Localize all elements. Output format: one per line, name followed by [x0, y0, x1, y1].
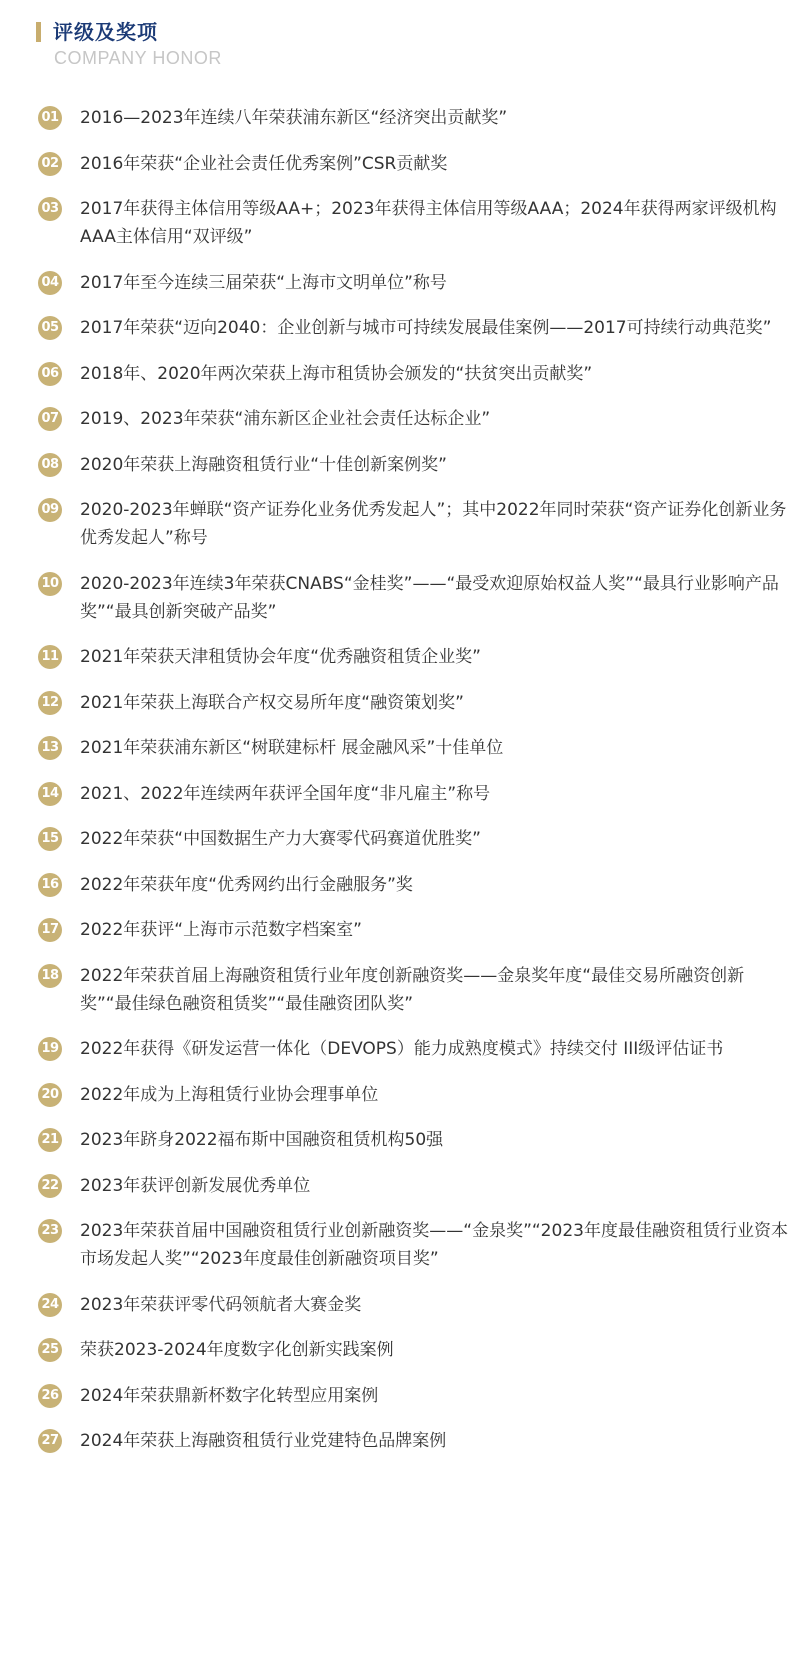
honor-text: 2022年成为上海租赁行业协会理事单位: [80, 1084, 379, 1105]
honor-text: 2018年、2020年两次荣获上海市租赁协会颁发的“扶贫突出贡献奖”: [80, 363, 593, 384]
item-number-badge: 15: [38, 827, 62, 851]
honor-list-item: [38, 871, 788, 899]
honor-text: 2022年获评“上海市示范数字档案室”: [80, 920, 362, 940]
honor-list-item: [38, 360, 788, 388]
honor-list-item: [38, 496, 788, 552]
item-number-badge: 05: [38, 316, 62, 340]
page-title: 评级及奖项: [53, 20, 158, 44]
honor-text: 2023年荣获首届中国融资租赁行业创新融资奖——“金泉奖”“2023年度最佳融资租赁行业资本市场发起人奖”“2023年度最佳创新融资项目奖”: [80, 1221, 788, 1269]
item-number-badge: 04: [38, 271, 62, 295]
honor-list-item: [38, 1336, 788, 1364]
honor-text: 2019、2023年荣获“浦东新区企业社会责任达标企业”: [80, 409, 491, 429]
honor-text: 2022年荣获首届上海融资租赁行业年度创新融资奖——金泉奖年度“最佳交易所融资创新奖”“最佳绿色融资租赁奖”“最佳融资团队奖”: [80, 965, 745, 1014]
honor-text: 荣获2023-2024年度数字化创新实践案例: [80, 1340, 394, 1360]
honor-list-item: [38, 689, 788, 717]
item-number-badge: 06: [38, 362, 62, 386]
item-number-badge: 09: [38, 498, 62, 522]
honor-list-item: [38, 780, 788, 808]
honor-list-item: [38, 269, 788, 297]
honor-list-item: [38, 195, 788, 251]
title-row: [36, 18, 222, 46]
honor-text: 2017年荣获“迈向2040：企业创新与城市可持续发展最佳案例——2017可持续行动典范奖”: [80, 318, 772, 338]
honor-list-item: [38, 643, 788, 671]
item-number-badge: 26: [38, 1384, 62, 1408]
item-number-badge: 24: [38, 1293, 62, 1317]
honor-text: 2024年荣获鼎新杯数字化转型应用案例: [80, 1385, 379, 1406]
honor-text: 2021年荣获上海联合产权交易所年度“融资策划奖”: [80, 692, 464, 713]
item-number-badge: 22: [38, 1174, 62, 1198]
honor-text: 2022年获得《研发运营一体化（DEVOPS）能力成熟度模式》持续交付 III级评估证书: [80, 1039, 724, 1059]
title-accent-bar: [36, 22, 41, 42]
honor-text: 2024年荣获上海融资租赁行业党建特色品牌案例: [80, 1431, 447, 1451]
item-number-badge: 27: [38, 1429, 62, 1453]
item-number-badge: 20: [38, 1083, 62, 1107]
item-number-badge: 17: [38, 918, 62, 942]
honor-list-item: [38, 1081, 788, 1109]
honor-list-item: [38, 825, 788, 853]
honor-list-item: [38, 916, 788, 944]
honor-list-item: [38, 451, 788, 479]
item-number-badge: 16: [38, 873, 62, 897]
honor-list-item: [38, 1291, 788, 1319]
page-subtitle: COMPANY HONOR: [54, 48, 222, 68]
item-number-badge: 08: [38, 453, 62, 477]
honor-text: 2021年荣获浦东新区“树联建标杆 展金融风采”十佳单位: [80, 738, 504, 758]
honor-text: 2022年荣获“中国数据生产力大赛零代码赛道优胜奖”: [80, 829, 481, 849]
honor-text: 2021年荣获天津租赁协会年度“优秀融资租赁企业奖”: [80, 647, 481, 667]
honor-list-item: [38, 1382, 788, 1410]
honor-list-item: [38, 1035, 788, 1063]
honor-text: 2016—2023年连续八年荣获浦东新区“经济突出贡献奖”: [80, 108, 508, 128]
honor-text: 2017年获得主体信用等级AA+；2023年获得主体信用等级AAA；2024年获得两家评级机构AAA主体信用“双评级”: [80, 199, 777, 247]
honor-text: 2021、2022年连续两年获评全国年度“非凡雇主”称号: [80, 783, 491, 804]
honor-list: [38, 104, 788, 1473]
item-number-badge: 19: [38, 1037, 62, 1061]
item-number-badge: 13: [38, 736, 62, 760]
item-number-badge: 03: [38, 197, 62, 221]
item-number-badge: 18: [38, 964, 62, 988]
honor-text: 2020年荣获上海融资租赁行业“十佳创新案例奖”: [80, 454, 447, 475]
honor-text: 2023年跻身2022福布斯中国融资租赁机构50强: [80, 1130, 444, 1150]
honor-list-item: [38, 1427, 788, 1455]
honor-text: 2017年至今连续三届荣获“上海市文明单位”称号: [80, 272, 447, 293]
honor-text: 2020-2023年连续3年荣获CNABS“金桂奖”——“最受欢迎原始权益人奖”“最具行业影响产品奖”“最具创新突破产品奖”: [80, 573, 779, 622]
item-number-badge: 12: [38, 691, 62, 715]
honor-list-item: [38, 1126, 788, 1154]
honor-list-item: [38, 734, 788, 762]
item-number-badge: 25: [38, 1338, 62, 1362]
honor-list-item: [38, 104, 788, 132]
honor-list-item: [38, 314, 788, 342]
honor-text: 2023年获评创新发展优秀单位: [80, 1175, 311, 1196]
item-number-badge: 02: [38, 152, 62, 176]
honor-text: 2022年荣获年度“优秀网约出行金融服务”奖: [80, 874, 413, 895]
item-number-badge: 23: [38, 1219, 62, 1243]
item-number-badge: 07: [38, 407, 62, 431]
item-number-badge: 10: [38, 572, 62, 596]
honor-list-item: [38, 1217, 788, 1273]
item-number-badge: 11: [38, 645, 62, 669]
honor-list-item: [38, 405, 788, 433]
honor-list-item: [38, 570, 788, 626]
honor-list-item: [38, 1172, 788, 1200]
honor-list-item: [38, 150, 788, 178]
honor-text: 2020-2023年蝉联“资产证券化业务优秀发起人”；其中2022年同时荣获“资产证券化创新业务优秀发起人”称号: [80, 500, 787, 548]
section-header: [36, 18, 222, 69]
honor-list-item: [38, 962, 788, 1018]
item-number-badge: 01: [38, 106, 62, 130]
item-number-badge: 21: [38, 1128, 62, 1152]
honor-text: 2016年荣获“企业社会责任优秀案例”CSR贡献奖: [80, 153, 448, 174]
honor-text: 2023年荣获评零代码领航者大赛金奖: [80, 1294, 362, 1315]
item-number-badge: 14: [38, 782, 62, 806]
